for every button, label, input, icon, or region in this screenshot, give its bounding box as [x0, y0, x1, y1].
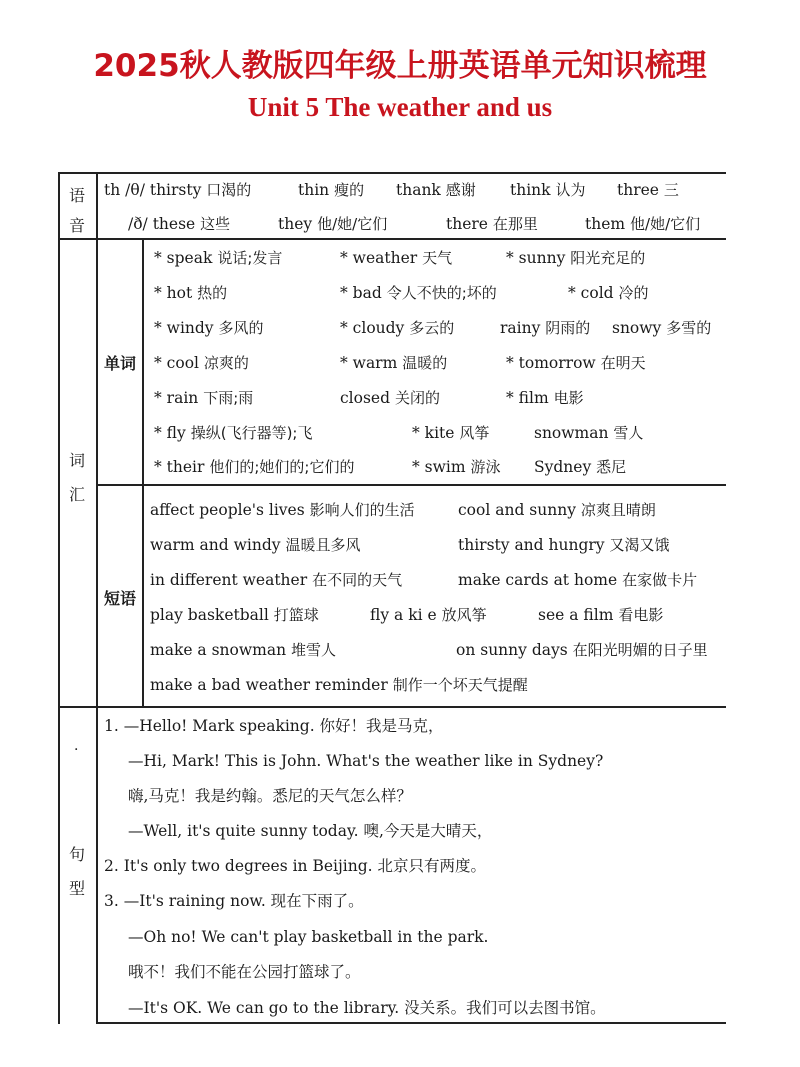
vocab-divider: [58, 706, 726, 708]
word-item: [154, 388, 253, 408]
word-item-zh: 多风的: [218, 319, 264, 337]
sentence-line: —Oh no! We can't play basketball in the park.: [128, 928, 489, 946]
phrase-item-en: cool and sunny: [458, 501, 576, 519]
word-item-en: * weather: [340, 249, 418, 267]
word-item-en: * hot: [154, 284, 193, 302]
phonics-label-char-2: 音: [68, 216, 85, 235]
phonics-divider: [58, 238, 726, 240]
word-item-zh: 说话;发言: [217, 249, 283, 267]
phonics-item: [278, 214, 387, 234]
word-item-zh: 下雨;雨: [203, 389, 254, 407]
phonics-label: [60, 179, 94, 243]
phonics-item: [585, 214, 700, 234]
phrase-item-zh: 看电影: [618, 606, 664, 624]
phonics-item-zh: 瘦的: [334, 181, 365, 199]
word-item-en: * warm: [340, 354, 398, 372]
word-item: [506, 248, 645, 268]
word-item: [340, 283, 497, 303]
sentence-line: 3. —It's raining now. 现在下雨了。: [104, 892, 364, 910]
word-item-zh: 游泳: [470, 458, 501, 476]
word-item: [154, 248, 282, 268]
phrase-item-en: thirsty and hungry: [458, 536, 605, 554]
phonics-item-zh: 这些: [200, 215, 231, 233]
phonics-item: [104, 180, 251, 200]
word-item-en: * kite: [412, 424, 455, 442]
vocab-label: [60, 444, 94, 512]
word-item-en: * speak: [154, 249, 213, 267]
sentence-line: —Well, it's quite sunny today. 噢,今天是大晴天，: [128, 822, 493, 840]
phrase-item: [458, 535, 670, 555]
phonics-label-char-1: 语: [68, 186, 85, 205]
phrase-item-zh: 温暖且多风: [285, 536, 361, 554]
phrase-item-en: affect people's lives: [150, 501, 305, 519]
word-item-en: closed: [340, 389, 391, 407]
phonics-item-en: them: [585, 215, 626, 233]
sentence-line: 哦不！我们不能在公园打篮球了。: [128, 963, 361, 981]
phrase-item-zh: 制作一个坏天气提醒: [392, 676, 528, 694]
word-item-en: * film: [506, 389, 549, 407]
phrase-item-zh: 放风筝: [441, 606, 487, 624]
sentences-label-char-1: 句: [68, 845, 85, 864]
word-item: [534, 423, 643, 443]
word-item-zh: 电影: [553, 389, 584, 407]
word-item-en: Sydney: [534, 458, 592, 476]
phrase-item-en: fly a ki e: [370, 606, 437, 624]
word-item-en: * windy: [154, 319, 214, 337]
phrase-item: [370, 605, 487, 625]
word-item: [500, 318, 590, 338]
phonics-item-en: think: [510, 181, 551, 199]
sentence-line: —Hi, Mark! This is John. What's the weather like in Sydney?: [128, 752, 604, 770]
phonics-item: [298, 180, 364, 200]
phonics-item-zh: 感谢: [445, 181, 476, 199]
word-item: [612, 318, 711, 338]
phrase-item-zh: 在阳光明媚的日子里: [572, 641, 708, 659]
word-item-en: * tomorrow: [506, 354, 596, 372]
word-item-zh: 热的: [197, 284, 228, 302]
word-item: [154, 423, 312, 443]
phrase-item: [150, 535, 360, 555]
phrase-item-en: see a film: [538, 606, 614, 624]
word-item-zh: 令人不快的;坏的: [386, 284, 497, 302]
phrase-item: [458, 570, 697, 590]
sentences-dot: ·: [74, 742, 79, 758]
phonics-item: [396, 180, 476, 200]
word-item: [412, 423, 489, 443]
word-item-zh: 冷的: [618, 284, 649, 302]
phrase-item-en: in different weather: [150, 571, 308, 589]
phrase-item-en: on sunny days: [456, 641, 568, 659]
phrase-item: [150, 570, 402, 590]
word-item-zh: 多雪的: [666, 319, 712, 337]
word-item: [534, 457, 626, 477]
word-item-en: * sunny: [506, 249, 566, 267]
phrase-item-en: warm and windy: [150, 536, 281, 554]
word-item: [340, 388, 440, 408]
phonics-item-en: they: [278, 215, 313, 233]
sentence-line: —It's OK. We can go to the library. 没关系。我们可以去图书馆。: [128, 999, 606, 1017]
phrases-label: 短语: [103, 589, 136, 608]
sentences-label-char-2: 型: [68, 879, 85, 898]
phonics-item-en: three: [617, 181, 659, 199]
words-label: 单词: [103, 354, 136, 373]
phonics-item-en: there: [446, 215, 488, 233]
page-title: 2025秋人教版四年级上册英语单元知识梳理: [93, 48, 707, 84]
phrase-item-zh: 打篮球: [273, 606, 319, 624]
table-bottom-border: [96, 1022, 726, 1024]
sentences-label: [60, 838, 94, 906]
phrase-item-zh: 凉爽且晴朗: [580, 501, 656, 519]
word-item-zh: 悉尼: [596, 458, 627, 476]
sentence-line: 2. It's only two degrees in Beijing. 北京只有两度。: [104, 857, 486, 875]
word-item-en: snowy: [612, 319, 662, 337]
words-phrases-divider: [96, 484, 726, 486]
phrase-item: [538, 605, 663, 625]
sub-label-divider: [142, 238, 144, 706]
word-item-zh: 阴雨的: [545, 319, 591, 337]
phonics-item-zh: 他/她/它们: [630, 215, 701, 233]
word-item: [154, 457, 354, 477]
phrase-item-en: play basketball: [150, 606, 269, 624]
phrase-item-en: make a snowman: [150, 641, 287, 659]
phonics-item-en: thank: [396, 181, 441, 199]
word-item-zh: 他们的;她们的;它们的: [209, 458, 355, 476]
phrase-item: [150, 640, 336, 660]
word-item: [154, 283, 227, 303]
word-item-zh: 凉爽的: [203, 354, 249, 372]
phrase-item-zh: 在不同的天气: [312, 571, 403, 589]
phonics-item: [510, 180, 586, 200]
phonics-item-en: th /θ/ thirsty: [104, 181, 202, 199]
word-item-en: rainy: [500, 319, 541, 337]
word-item: [340, 318, 454, 338]
phonics-item-zh: 认为: [555, 181, 586, 199]
phrase-item: [456, 640, 708, 660]
phrase-item: [150, 605, 319, 625]
word-item-zh: 关闭的: [394, 389, 440, 407]
word-item-en: snowman: [534, 424, 609, 442]
word-item: [506, 388, 584, 408]
word-item: [568, 283, 649, 303]
word-item-en: * swim: [412, 458, 466, 476]
word-item-zh: 风筝: [459, 424, 490, 442]
phonics-item: [446, 214, 538, 234]
sentence-line: 1. —Hello! Mark speaking. 你好！我是马克，: [104, 717, 444, 735]
phonics-item-zh: 在那里: [492, 215, 538, 233]
word-item-en: * fly: [154, 424, 186, 442]
word-item: [154, 353, 249, 373]
word-item-zh: 多云的: [409, 319, 455, 337]
phrase-item-zh: 影响人们的生活: [309, 501, 415, 519]
word-item: [340, 353, 447, 373]
word-item-en: * cold: [568, 284, 614, 302]
vocab-label-char-1: 词: [68, 451, 85, 470]
word-item: [412, 457, 501, 477]
phonics-item-en: thin: [298, 181, 330, 199]
word-item-en: * rain: [154, 389, 199, 407]
phonics-item-zh: 三: [663, 181, 679, 199]
phrase-item-zh: 堆雪人: [291, 641, 337, 659]
phonics-item: [617, 180, 679, 200]
table-top-border: [58, 172, 726, 174]
word-item-zh: 在明天: [600, 354, 646, 372]
phrase-item-zh: 又渴又饿: [609, 536, 670, 554]
word-item-en: * cool: [154, 354, 199, 372]
word-item-zh: 操纵(飞行器等);飞: [190, 424, 313, 442]
unit-title: Unit 5 The weather and us: [247, 92, 553, 122]
word-item-zh: 温暖的: [402, 354, 448, 372]
vocab-label-char-2: 汇: [68, 485, 85, 504]
phrase-item: [150, 500, 415, 520]
phonics-item-en: /ð/ these: [128, 215, 196, 233]
phrase-item-zh: 在家做卡片: [622, 571, 698, 589]
phonics-item: [128, 214, 230, 234]
word-item: [506, 353, 646, 373]
phrase-item-en: make cards at home: [458, 571, 618, 589]
word-item-zh: 阳光充足的: [570, 249, 646, 267]
phrase-item: [458, 500, 656, 520]
word-item-en: * their: [154, 458, 205, 476]
word-item: [154, 318, 264, 338]
word-item-zh: 雪人: [613, 424, 644, 442]
word-item: [340, 248, 452, 268]
phrase-item: [150, 675, 528, 695]
sentence-line: 嗨,马克！我是约翰。悉尼的天气怎么样？: [128, 787, 412, 805]
word-item-zh: 天气: [422, 249, 453, 267]
phonics-item-zh: 口渴的: [206, 181, 252, 199]
phonics-item-zh: 他/她/它们: [317, 215, 388, 233]
word-item-en: * cloudy: [340, 319, 405, 337]
word-item-en: * bad: [340, 284, 382, 302]
phrase-item-en: make a bad weather reminder: [150, 676, 388, 694]
